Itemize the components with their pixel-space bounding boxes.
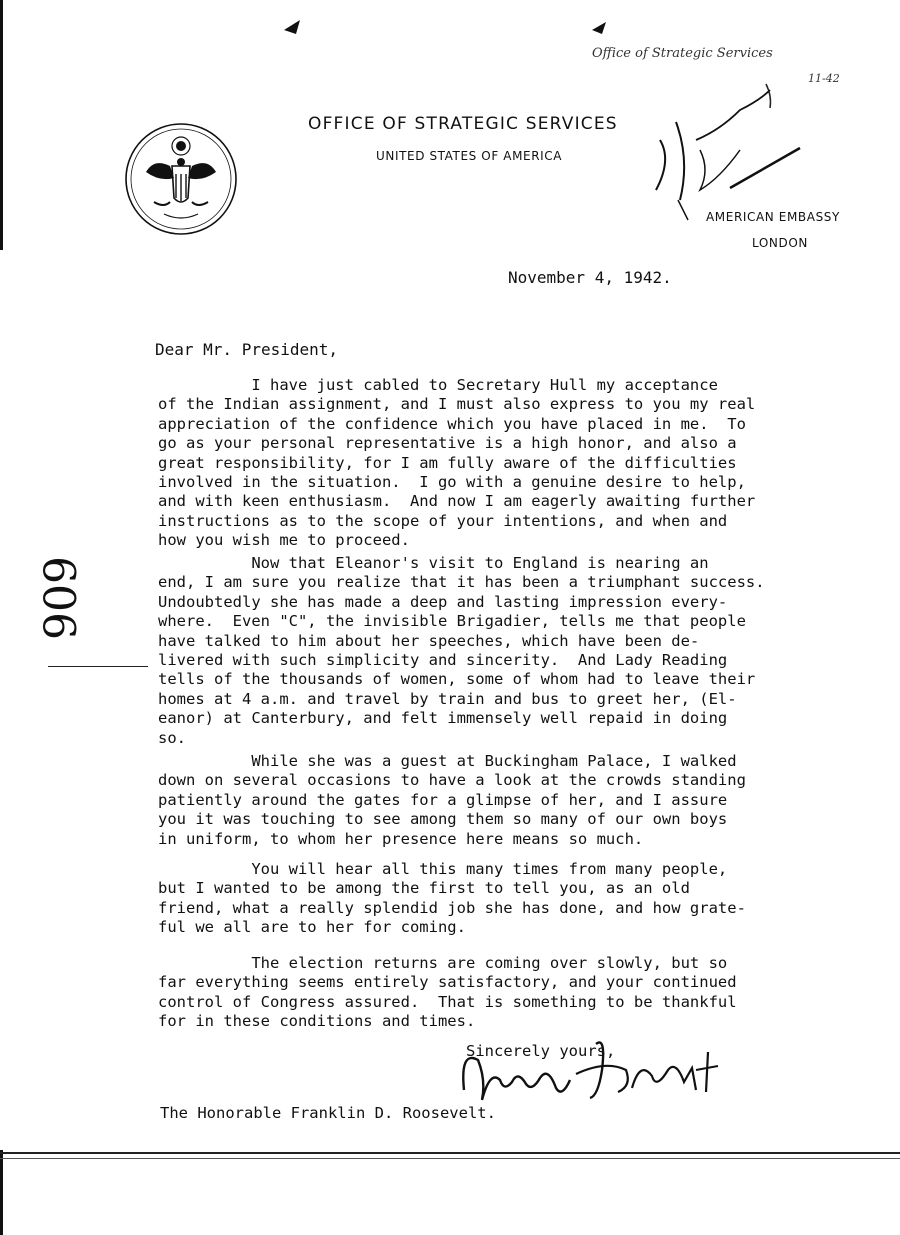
body-line: involved in the situation. I go with a genuine desire to help, bbox=[158, 473, 746, 492]
body-line: livered with such simplicity and sincerity. And Lady Reading bbox=[158, 651, 728, 670]
body-line: go as your personal representative is a high honor, and also a bbox=[158, 434, 737, 453]
body-line: have talked to him about her speeches, which have been de- bbox=[158, 631, 700, 650]
body-line: Now that Eleanor's visit to England is nearing an bbox=[158, 554, 709, 572]
body-line: where. Even "C", the invisible Brigadier, tells me that people bbox=[158, 612, 746, 631]
handwritten-date: 11-42 bbox=[808, 72, 840, 85]
body-line: homes at 4 a.m. and travel by train and bus to greet her, (El- bbox=[158, 689, 737, 708]
body-line: control of Congress assured. That is something to be thankful bbox=[158, 992, 737, 1011]
body-line: patiently around the gates for a glimpse of her, and I assure bbox=[158, 790, 728, 809]
body-line: eanor) at Canterbury, and felt immensely well repaid in doing bbox=[158, 709, 728, 728]
body-line: Undoubtedly she has made a deep and lasting impression every- bbox=[158, 592, 728, 611]
letterhead-subtitle: UNITED STATES OF AMERICA bbox=[376, 149, 563, 163]
body-line: great responsibility, for I am fully aware of the difficulties bbox=[158, 453, 737, 472]
scan-bottom-rule bbox=[0, 1158, 900, 1159]
body-line: down on several occasions to have a look at the crowds standing bbox=[158, 771, 746, 790]
sender-address-line2: LONDON bbox=[752, 236, 808, 250]
body-line: end, I am sure you realize that it has been a triumphant success. bbox=[158, 573, 765, 592]
body-paragraph-4 bbox=[158, 860, 858, 938]
scan-edge-mark bbox=[0, 1150, 3, 1235]
body-line: you it was touching to see among them so many of our own boys bbox=[158, 810, 728, 829]
body-line: appreciation of the confidence which you have placed in me. To bbox=[158, 414, 746, 433]
body-line: The election returns are coming over slowly, but so bbox=[158, 954, 728, 972]
body-line: friend, what a really splendid job she has done, and how grate- bbox=[158, 898, 746, 917]
body-line: so. bbox=[158, 728, 186, 747]
margin-file-number: 909 bbox=[36, 556, 87, 640]
scan-bottom-rule bbox=[0, 1152, 900, 1154]
body-paragraph-5 bbox=[158, 954, 858, 1032]
body-line: I have just cabled to Secretary Hull my acceptance bbox=[158, 376, 718, 394]
letter-date: November 4, 1942. bbox=[508, 268, 672, 287]
handwritten-note: Office of Strategic Services bbox=[592, 46, 773, 61]
closing: Sincerely yours, bbox=[466, 1042, 616, 1060]
handwritten-signature bbox=[456, 1030, 726, 1110]
body-line: instructions as to the scope of your intentions, and when and bbox=[158, 511, 728, 530]
body-line: of the Indian assignment, and I must also express to you my real bbox=[158, 395, 756, 414]
body-line: ful we all are to her for coming. bbox=[158, 918, 466, 937]
body-paragraph-1 bbox=[158, 376, 858, 551]
addressee: The Honorable Franklin D. Roosevelt. bbox=[160, 1104, 496, 1122]
body-paragraph-2 bbox=[158, 554, 858, 748]
body-line: You will hear all this many times from many people, bbox=[158, 860, 728, 878]
body-paragraph-3 bbox=[158, 752, 858, 849]
body-line: how you wish me to proceed. bbox=[158, 531, 410, 550]
body-line: tells of the thousands of women, some of whom had to leave their bbox=[158, 670, 756, 689]
great-seal-icon bbox=[124, 122, 238, 236]
sender-address-line1: AMERICAN EMBASSY bbox=[706, 210, 840, 224]
body-line: in uniform, to whom her presence here means so much. bbox=[158, 829, 644, 848]
body-line: but I wanted to be among the first to tell you, as an old bbox=[158, 879, 690, 898]
scan-edge-mark bbox=[0, 0, 3, 250]
body-line: and with keen enthusiasm. And now I am eagerly awaiting further bbox=[158, 492, 756, 511]
body-line: for in these conditions and times. bbox=[158, 1012, 476, 1031]
body-line: While she was a guest at Buckingham Palace, I walked bbox=[158, 752, 737, 770]
margin-rule bbox=[48, 666, 148, 667]
body-line: far everything seems entirely satisfactory, and your continued bbox=[158, 973, 737, 992]
salutation: Dear Mr. President, bbox=[155, 340, 339, 359]
letterhead-title: OFFICE OF STRATEGIC SERVICES bbox=[308, 114, 618, 134]
